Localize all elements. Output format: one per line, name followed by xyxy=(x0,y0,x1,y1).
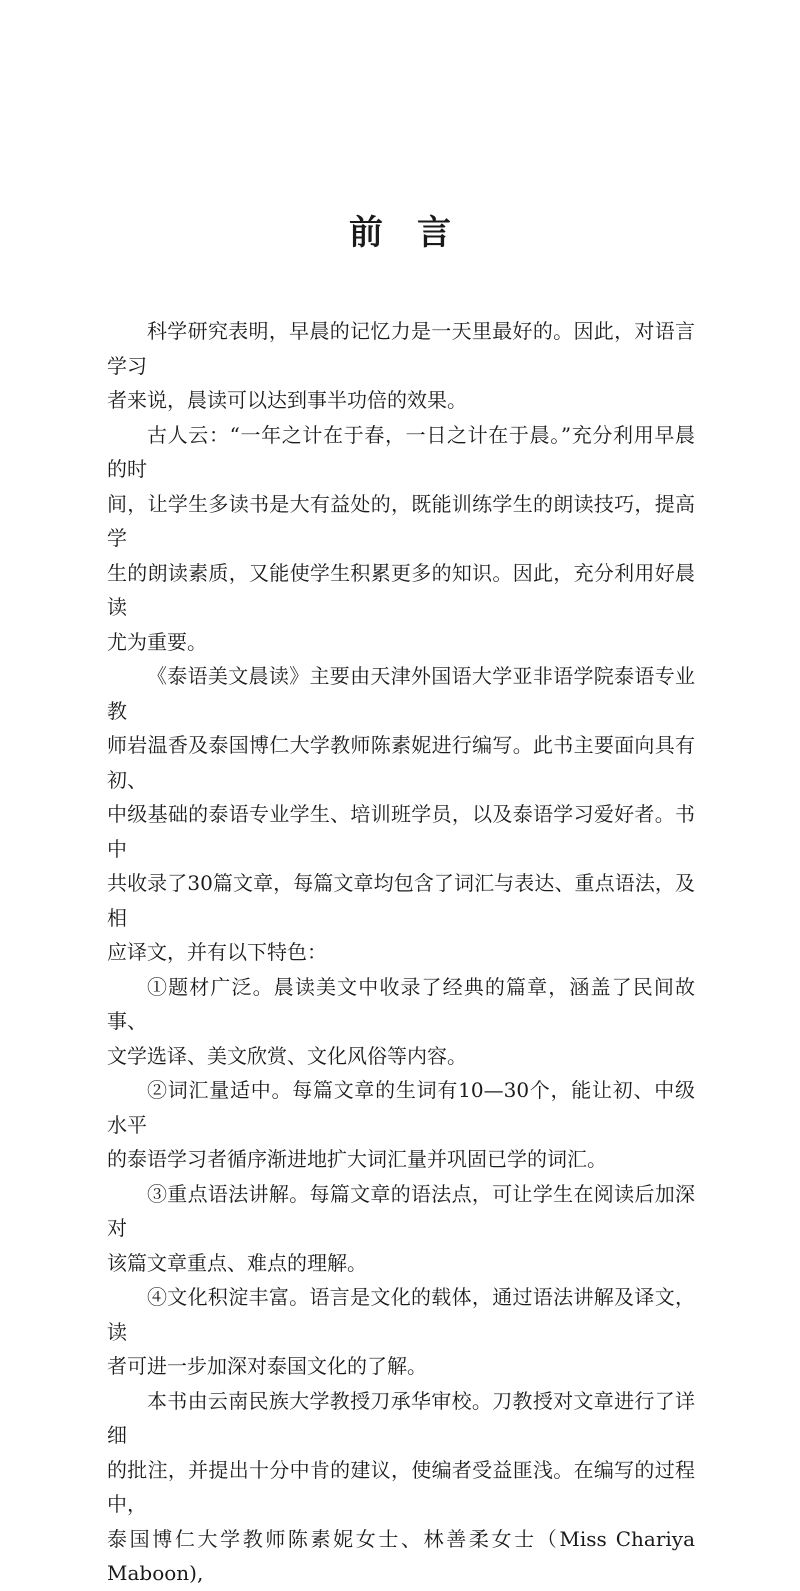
paragraph: ④文化积淀丰富。语言是文化的载体，通过语法讲解及译文，读 者可进一步加深对泰国文化的了解。 xyxy=(107,1285,695,1378)
paragraph: 本书由云南民族大学教授刀承华审校。刀教授对文章进行了详细 的批注，并提出十分中肯的建议，使编者受益匪浅。在编写的过程中， 泰国博仁大学教师陈素妮女士、林善柔女士（Miss Chariya Maboon), xyxy=(107,1388,695,1585)
paragraph: 古人云：“一年之计在于春，一日之计在于晨。”充分利用早晨的时 间，让学生多读书是大有益处的，既能训练学生的朗读技巧，提高学 生的朗读素质，又能使学生积累更多的知识。因此，充分利用好晨读 尤为重要。 xyxy=(107,422,695,654)
paragraph: 《泰语美文晨读》主要由天津外国语大学亚非语学院泰语专业教 师岩温香及泰国博仁大学教师陈素妮进行编写。此书主要面向具有初、 中级基础的泰语专业学生、培训班学员，以及泰语学习爱好者。书中 共收录了30篇文章，每篇文章均包含了词汇与表达、重点语法，及相 应译文，并有以下特色： xyxy=(107,664,695,964)
paragraph: ②词汇量适中。每篇文章的生词有10—30个，能让初、中级水平 的泰语学习者循序渐进地扩大词汇量并巩固已学的词汇。 xyxy=(107,1078,695,1171)
paragraph: 科学研究表明，早晨的记忆力是一天里最好的。因此，对语言学习 者来说，晨读可以达到事半功倍的效果。 xyxy=(107,319,695,412)
body-text xyxy=(107,314,695,1591)
paragraph: ③重点语法讲解。每篇文章的语法点，可让学生在阅读后加深对 该篇文章重点、难点的理解。 xyxy=(107,1181,695,1275)
paragraph: ①题材广泛。晨读美文中收录了经典的篇章，涵盖了民间故事、 文学选译、美文欣赏、文化风俗等内容。 xyxy=(107,974,695,1068)
page-title: 前言 xyxy=(349,212,485,253)
